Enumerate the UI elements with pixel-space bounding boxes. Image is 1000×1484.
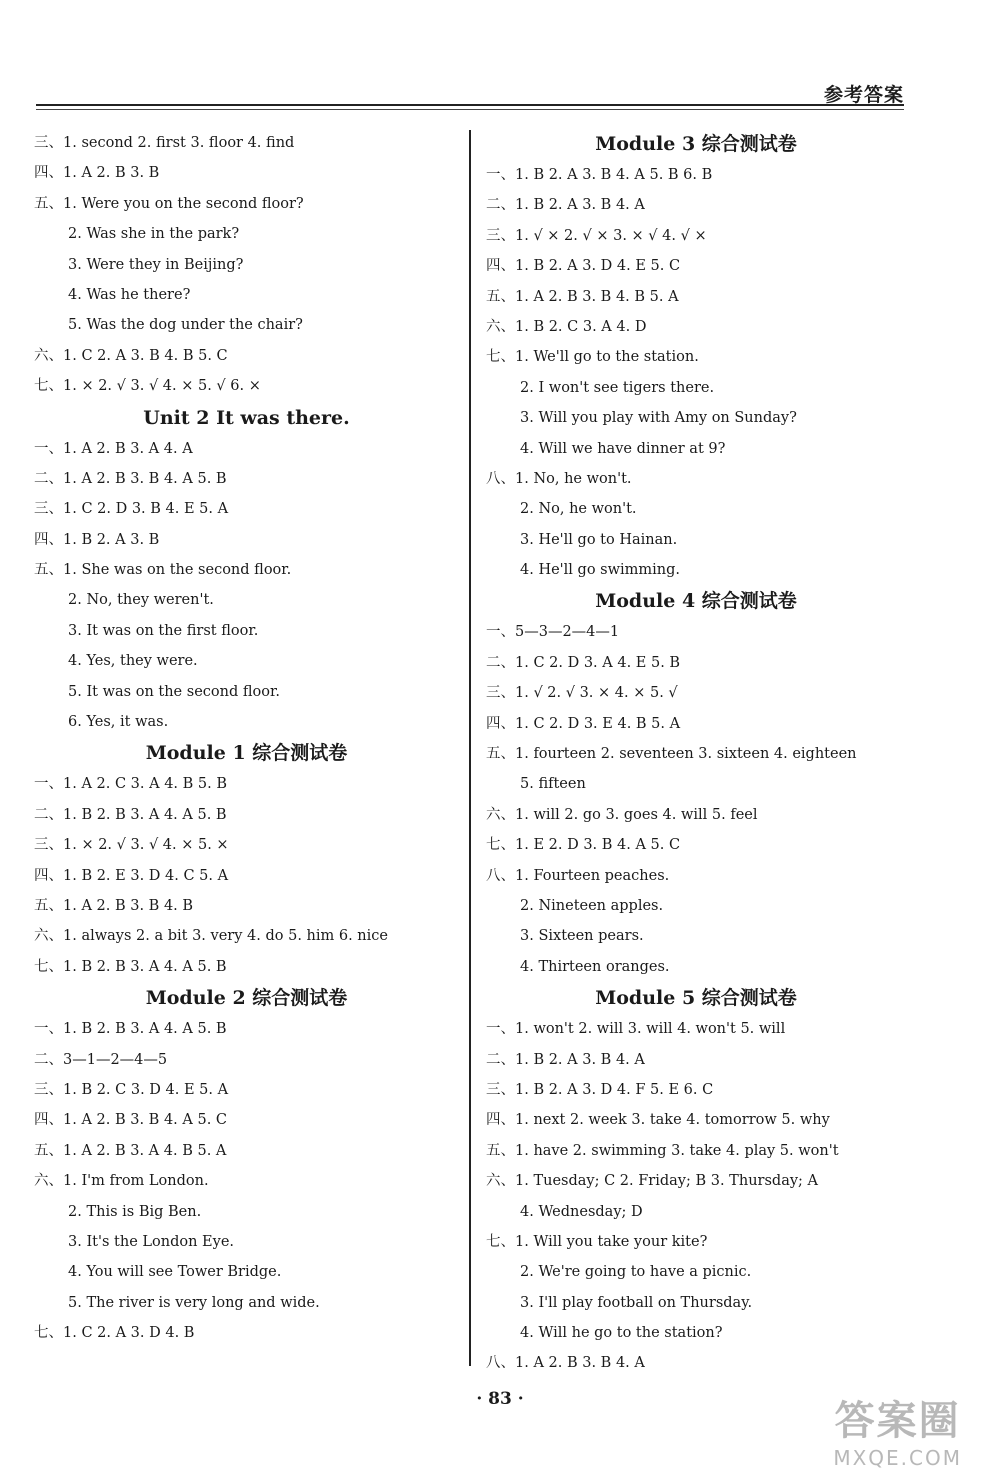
answer-line: 2. No, they weren't. — [68, 592, 214, 609]
section-heading: Module 2 综合测试卷 — [145, 987, 348, 1010]
section-heading: Unit 2 It was there. — [143, 406, 350, 429]
answer-line: 3. Will you play with Amy on Sunday? — [520, 410, 797, 427]
answer-line: 2. This is Big Ben. — [68, 1203, 202, 1220]
answer-line: 四、1. B 2. A 3. B — [34, 531, 160, 548]
answer-line: 5. It was on the second floor. — [68, 683, 280, 700]
answer-line: 六、1. I'm from London. — [34, 1173, 209, 1190]
answer-line: 六、1. will 2. go 3. goes 4. will 5. feel — [486, 806, 758, 823]
answer-line: 八、1. A 2. B 3. B 4. A — [486, 1355, 645, 1372]
answer-line: 3. Sixteen pears. — [520, 928, 644, 945]
answer-line: 4. Wednesday; D — [520, 1203, 643, 1220]
answer-line: 6. Yes, it was. — [68, 714, 169, 731]
answer-line: 二、1. B 2. B 3. A 4. A 5. B — [34, 806, 227, 823]
section-heading: Module 1 综合测试卷 — [145, 742, 348, 765]
answer-line: 3. It was on the first floor. — [68, 622, 259, 639]
answer-line: 二、3—1—2—4—5 — [34, 1051, 168, 1068]
answer-line: 三、1. √ × 2. √ × 3. × √ 4. √ × — [486, 227, 707, 244]
answer-line: 四、1. B 2. E 3. D 4. C 5. A — [34, 867, 229, 884]
answer-line: 五、1. A 2. B 3. B 4. B 5. A — [486, 288, 679, 305]
answer-line: 六、1. Tuesday; C 2. Friday; B 3. Thursday; A — [486, 1173, 818, 1190]
answer-line: 5. Was the dog under the chair? — [68, 317, 303, 334]
answer-line: 七、1. We'll go to the station. — [486, 349, 699, 366]
watermark-logo: 答案圈 — [834, 1398, 961, 1444]
answer-line: 一、1. A 2. B 3. A 4. A — [34, 440, 193, 457]
section-heading: Module 4 综合测试卷 — [595, 590, 797, 613]
answer-line: 四、1. A 2. B 3. B 4. A 5. C — [34, 1112, 228, 1129]
answer-line: 七、1. B 2. B 3. A 4. A 5. B — [34, 958, 227, 975]
watermark-url: MXQE.COM — [833, 1446, 962, 1470]
answer-line: 五、1. Were you on the second floor? — [34, 195, 304, 212]
answer-line: 四、1. C 2. D 3. E 4. B 5. A — [486, 715, 681, 732]
answer-line: 4. Will we have dinner at 9? — [520, 440, 726, 457]
answer-line: 七、1. Will you take your kite? — [486, 1233, 708, 1250]
answer-line: 2. I won't see tigers there. — [520, 379, 715, 396]
answer-line: 七、1. C 2. A 3. D 4. B — [34, 1325, 195, 1342]
column-divider — [469, 130, 471, 1366]
answer-line: 一、5—3—2—4—1 — [486, 624, 620, 641]
answer-line: 五、1. A 2. B 3. A 4. B 5. A — [34, 1142, 227, 1159]
answer-line: 三、1. √ 2. √ 3. × 4. × 5. √ — [486, 685, 678, 702]
answer-line: 一、1. A 2. C 3. A 4. B 5. B — [34, 776, 228, 793]
answer-line: 五、1. have 2. swimming 3. take 4. play 5. won't — [486, 1142, 839, 1159]
answer-line: 五、1. A 2. B 3. B 4. B — [34, 897, 194, 914]
answer-line: 七、1. × 2. √ 3. √ 4. × 5. √ 6. × — [34, 378, 261, 395]
answer-line: 三、1. second 2. first 3. floor 4. find — [34, 135, 295, 151]
answer-line: 2. We're going to have a picnic. — [520, 1264, 752, 1281]
answer-line: 一、1. B 2. B 3. A 4. A 5. B — [34, 1021, 227, 1038]
page-header-title: 参考答案 — [823, 84, 904, 106]
page-number: · 83 · — [476, 1389, 524, 1409]
answer-line: 二、1. A 2. B 3. B 4. A 5. B — [34, 470, 227, 487]
answer-line: 3. It's the London Eye. — [68, 1233, 235, 1250]
section-heading: Module 3 综合测试卷 — [595, 133, 797, 155]
answer-line: 3. He'll go to Hainan. — [520, 531, 678, 548]
answer-line: 三、1. C 2. D 3. B 4. E 5. A — [34, 501, 229, 518]
answer-line: 八、1. No, he won't. — [486, 470, 632, 487]
answer-line: 3. Were they in Beijing? — [68, 256, 244, 273]
watermark — [833, 1389, 962, 1470]
answer-line: 六、1. B 2. C 3. A 4. D — [486, 318, 647, 335]
answer-line: 五、1. She was on the second floor. — [34, 562, 292, 579]
answer-line: 四、1. B 2. A 3. D 4. E 5. C — [486, 258, 681, 275]
answer-line: 三、1. B 2. A 3. D 4. F 5. E 6. C — [486, 1081, 714, 1098]
answer-line: 三、1. × 2. √ 3. √ 4. × 5. × — [34, 837, 229, 854]
answer-line: 六、1. always 2. a bit 3. very 4. do 5. him 6. nice — [34, 928, 388, 945]
answer-line: 二、1. B 2. A 3. B 4. A — [486, 1051, 645, 1068]
answer-line: 4. Yes, they were. — [68, 653, 198, 670]
answer-line: 三、1. B 2. C 3. D 4. E 5. A — [34, 1081, 229, 1098]
answer-line: 5. fifteen — [520, 776, 586, 793]
answer-line: 4. Will he go to the station? — [520, 1325, 723, 1342]
answer-line: 3. I'll play football on Thursday. — [520, 1294, 753, 1311]
left-answer-column — [34, 128, 459, 1348]
answer-line: 2. Nineteen apples. — [520, 897, 664, 914]
answer-line: 2. No, he won't. — [520, 501, 637, 518]
header-rule — [36, 104, 904, 110]
answer-line: 4. Thirteen oranges. — [520, 958, 670, 975]
answer-line: 一、1. B 2. A 3. B 4. A 5. B 6. B — [486, 167, 713, 183]
answer-line: 二、1. C 2. D 3. A 4. E 5. B — [486, 654, 681, 671]
answer-line: 四、1. next 2. week 3. take 4. tomorrow 5. why — [486, 1112, 830, 1129]
answer-line: 五、1. fourteen 2. seventeen 3. sixteen 4. eighteen — [486, 746, 857, 763]
section-heading: Module 5 综合测试卷 — [595, 987, 797, 1010]
answer-line: 二、1. B 2. A 3. B 4. A — [486, 197, 645, 214]
answer-line: 八、1. Fourteen peaches. — [486, 867, 670, 884]
answer-line: 六、1. C 2. A 3. B 4. B 5. C — [34, 347, 228, 364]
answer-line: 4. Was he there? — [68, 286, 191, 303]
answer-line: 5. The river is very long and wide. — [68, 1294, 320, 1311]
answer-line: 一、1. won't 2. will 3. will 4. won't 5. will — [486, 1021, 786, 1038]
answer-line: 七、1. E 2. D 3. B 4. A 5. C — [486, 837, 681, 854]
answer-line: 4. You will see Tower Bridge. — [68, 1264, 282, 1281]
answer-line: 四、1. A 2. B 3. B — [34, 165, 160, 182]
answer-line: 4. He'll go swimming. — [520, 562, 681, 579]
answer-line: 2. Was she in the park? — [68, 226, 240, 243]
right-answer-column — [486, 128, 906, 1379]
